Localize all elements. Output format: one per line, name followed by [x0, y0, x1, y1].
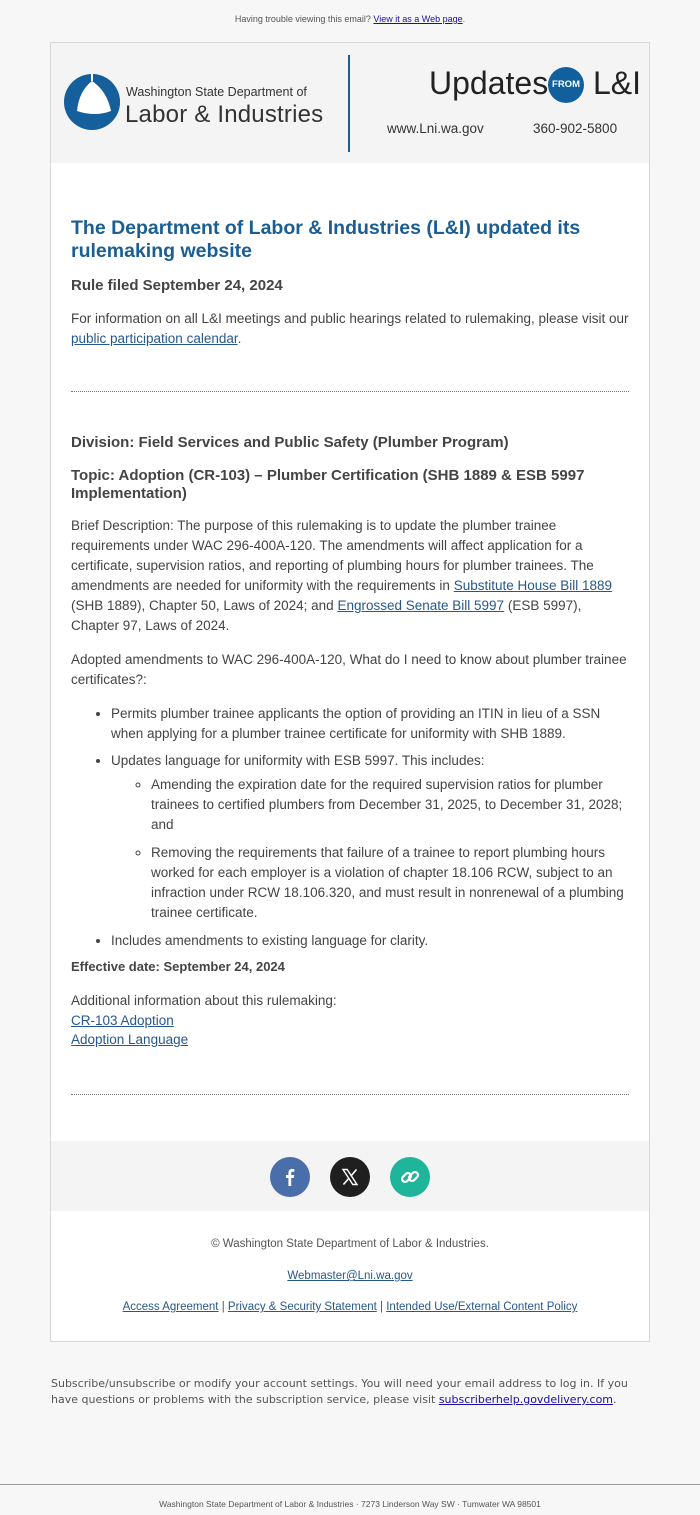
email-header	[51, 43, 649, 163]
info-paragraph: For information on all L&I meetings and public hearings related to rulemaking, please visit our public participation calendar.	[71, 311, 629, 346]
updates-title: Updates	[429, 65, 549, 101]
sub-list-item	[151, 843, 631, 923]
list-item-text: Permits plumber trainee applicants the option of providing an ITIN in lieu of a SSN when applying for a plumber trainee certificate for uniformity with SHB 1889.	[111, 706, 601, 741]
mailing-address: Washington State Department of Labor & Industries · 7273 Linderson Way SW · Tumwater WA 98501	[159, 1499, 541, 1509]
copyright: © Washington State Department of Labor & Industries.	[211, 1238, 489, 1250]
x-share-button[interactable]	[330, 1157, 370, 1197]
preheader: Having trouble viewing this email? View it as a Web page.	[234, 14, 466, 24]
list-item	[111, 931, 631, 951]
sub-list-item	[151, 775, 631, 835]
link-icon	[398, 1165, 422, 1189]
list-item	[111, 751, 631, 923]
additional-info-text: Additional information about this rulemaking:	[71, 993, 337, 1008]
shb-link[interactable]: Substitute House Bill 1889	[453, 578, 613, 593]
agency-name-line2: Labor & Industries	[125, 101, 324, 128]
adoption-language-link[interactable]: Adoption Language	[71, 1032, 189, 1047]
amendments-list	[71, 704, 631, 958]
email-card	[50, 42, 650, 1342]
preheader-text: Having trouble viewing this email?	[234, 14, 371, 24]
facebook-icon	[279, 1166, 301, 1188]
list-item	[111, 704, 631, 744]
separator: |	[221, 1301, 225, 1313]
agency-name-line1: Washington State Department of	[126, 85, 307, 99]
web-page-link[interactable]: View it as a Web page	[373, 14, 463, 24]
policy-links	[51, 1301, 649, 1313]
sub-list-item-text: Removing the requirements that failure of a trainee to report plumbing hours worked for each employer is a violation of chapter 18.106 RCW, subject to an infraction under RCW 18.106.320, and must result in nonrenewal of a plumbing trainee certificate.	[151, 845, 624, 920]
social-share-bar	[51, 1141, 649, 1211]
x-icon	[339, 1166, 361, 1188]
subscribe-text: Subscribe/unsubscribe or modify your account settings. You will need your email address to log in. If you have questions or problems with the subscription service, please visit	[51, 1377, 628, 1406]
subscriber-help-link[interactable]: subscriberhelp.govdelivery.com	[438, 1393, 614, 1406]
separator: |	[380, 1301, 384, 1313]
from-badge: FROM	[548, 67, 584, 103]
cr103-link[interactable]: CR-103 Adoption	[71, 1012, 174, 1028]
intended-use-link[interactable]: Intended Use/External Content Policy	[386, 1301, 578, 1313]
facebook-share-button[interactable]	[270, 1157, 310, 1197]
copy-link-button[interactable]	[390, 1157, 430, 1197]
brief-description	[71, 516, 631, 636]
list-item-text: Includes amendments to existing language for clarity.	[111, 933, 429, 948]
division-heading: Division: Field Services and Public Safety (Plumber Program)	[71, 434, 509, 451]
adopted-intro: Adopted amendments to WAC 296-400A-120, What do I need to know about plumber trainee certificates?:	[71, 652, 627, 687]
info-text: For information on all L&I meetings and public hearings related to rulemaking, please visit our	[71, 311, 629, 326]
header-divider	[348, 55, 350, 152]
privacy-link[interactable]: Privacy & Security Statement	[227, 1301, 377, 1313]
intro-section	[71, 217, 629, 263]
additional-info	[71, 991, 631, 1050]
webmaster-line	[51, 1270, 649, 1282]
brief-part2: (SHB 1889), Chapter 50, Laws of 2024; and	[71, 598, 334, 613]
topic-heading: Topic: Adoption (CR-103) – Plumber Certification (SHB 1889 & ESB 5997 Implementation)	[71, 467, 585, 502]
brief-part1: Brief Description: The purpose of this rulemaking is to update the plumber trainee requirements under WAC 296-400A-120. The amendments will affect application for a certificate, supervision ratios, and reporting of plumbing hours for plumber trainees. The amendments are needed for uniformity with the requirements in	[71, 518, 594, 593]
access-agreement-link[interactable]: Access Agreement	[122, 1301, 219, 1313]
header-website: www.Lni.wa.gov	[387, 121, 484, 136]
sub-list	[111, 775, 631, 923]
rule-filed: Rule filed September 24, 2024	[71, 277, 283, 294]
esb-link[interactable]: Engrossed Senate Bill 5997	[337, 598, 505, 613]
section-divider	[71, 391, 629, 392]
section-divider	[71, 1094, 629, 1095]
li-title: L&I	[593, 65, 642, 101]
sub-list-item-text: Amending the expiration date for the required supervision ratios for plumber trainees to certified plumbers from December 31, 2025, to December 31, 2028; and	[151, 777, 623, 832]
subscribe-notice: Subscribe/unsubscribe or modify your account settings. You will need your email address to log in. If you have questions or problems with the subscription service, please visit subscriberhelp.govdelivery.com.	[51, 1377, 628, 1406]
header-phone: 360-902-5800	[533, 121, 618, 136]
effective-date: Effective date: September 24, 2024	[71, 959, 285, 974]
list-item-text: Updates language for uniformity with ESB 5997. This includes:	[111, 753, 485, 768]
brief-part3: (ESB 5997), Chapter 97, Laws of 2024.	[71, 598, 582, 633]
webmaster-link[interactable]: Webmaster@Lni.wa.gov	[287, 1270, 413, 1282]
bottom-divider	[0, 1484, 700, 1485]
calendar-link[interactable]: public participation calendar	[71, 331, 238, 346]
headline: The Department of Labor & Industries (L&I) updated its rulemaking website	[71, 217, 581, 262]
lni-logo-icon	[63, 73, 121, 131]
